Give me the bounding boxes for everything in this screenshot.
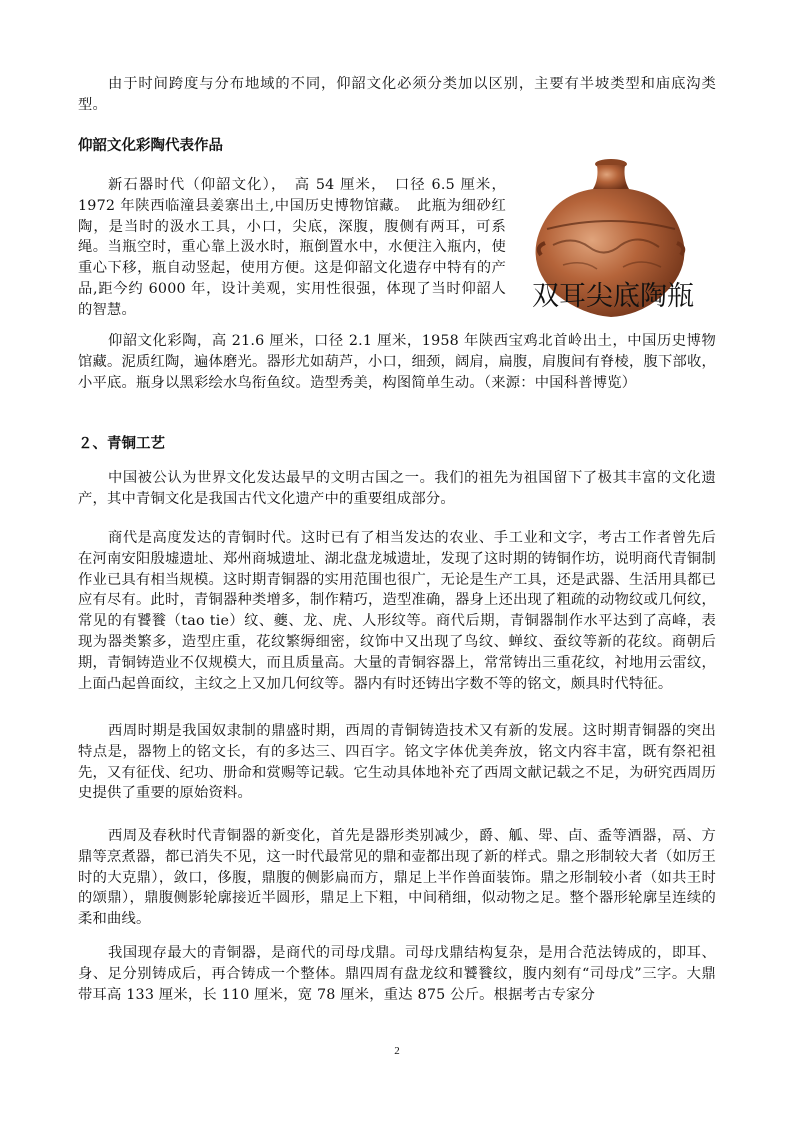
western-zhou-paragraph: 西周时期是我国奴隶制的鼎盛时期，西周的青铜铸造技术又有新的发展。这时期青铜器的突出特点是，器物上的铭文长，有的多达三、四百字。铭文字体优美奔放，铭文内容丰富，既有祭祀祖先，又有征伐、纪功、册命和赏赐等记载。它生动具体地补充了西周文献记载之不足，为研究西周历史提供了重要的原始资料。 xyxy=(78,723,716,802)
page-number: 2 xyxy=(394,1045,400,1057)
vase-description-paragraph: 新石器时代（仰韶文化）， 高 54 厘米， 口径 6.5 厘米，1972 年陕西临潼县姜寨出土,中国历史博物馆藏。 此瓶为细砂红陶，是当时的汲水工具，小口，尖底，深腹，腹侧有两耳，可系绳。当瓶空时，重心靠上汲水时，瓶倒置水中，水便注入瓶内，使重心下移，瓶自动竖起，使用方便。这是仰韶文化遗存中特有的产品,距今约 6000 年，设计美观，实用性很强，体现了当时仰韶人的智慧。 xyxy=(78,177,506,318)
spring-autumn-paragraph: 西周及春秋时代青铜器的新变化，首先是器形类别减少，爵、觚、斝、卣、盉等酒器，鬲、方鼎等烹煮器，都已消失不见，这一时代最常见的鼎和壶都出现了新的样式。鼎之形制较大者（如厉王时的大克鼎），敛口，侈腹，鼎腹的侧影扁而方，鼎足上半作兽面装饰。鼎之形制较小者（如共王时的颂鼎），鼎腹侧影轮廓接近半圆形，鼎足上下粗，中间稍细，似动物之足。整个器形轮廓呈连续的柔和曲线。 xyxy=(78,828,716,928)
painted-pottery-paragraph: 仰韶文化彩陶，高 21.6 厘米，口径 2.1 厘米，1958 年陕西宝鸡北首岭出土，中国历史博物馆藏。泥质红陶，遍体磨光。器形尤如葫芦，小口，细颈，阔肩，扁腹，肩腹间有脊棱，腹下部收，小平底。瓶身以黑彩绘水鸟衔鱼纹。造型秀美，构图简单生动。（来源：中国科普博览） xyxy=(78,333,716,391)
intro-paragraph: 由于时间跨度与分布地域的不同，仰韶文化必须分类加以区别，主要有半坡类型和庙底沟类型。 xyxy=(78,76,716,113)
section-heading-bronze: ２、青铜工艺 xyxy=(78,436,165,452)
simuwu-ding-paragraph: 我国现存最大的青铜器，是商代的司母戊鼎。司母戊鼎结构复杂，是用合范法铸成的，即耳、身、足分别铸成后，再合铸成一个整体。鼎四周有盘龙纹和饕餮纹，腹内刻有“司母戊”三字。大鼎带耳高 133 厘米，长 110 厘米，宽 78 厘米，重达 875 公斤。根据考古专家分 xyxy=(78,945,716,1003)
pointed-bottom-amphora-image xyxy=(513,155,713,340)
vase-caption: 双耳尖底陶瓶 xyxy=(532,281,694,312)
section-heading-painted-pottery: 仰韶文化彩陶代表作品 xyxy=(78,138,223,154)
shang-bronze-paragraph: 商代是高度发达的青铜时代。这时已有了相当发达的农业、手工业和文字，考古工作者曾先后在河南安阳殷墟遗址、郑州商城遗址、湖北盘龙城遗址，发现了这时期的铸铜作坊，说明商代青铜制作业已具有相当规模。这时期青铜器的实用范围也很广，无论是生产工具，还是武器、生活用具都已应有尽有。此时，青铜器种类增多，制作精巧，造型准确，器身上还出现了粗疏的动物纹或几何纹，常见的有饕餮（tao tie）纹、夔、龙、虎、人形纹等。商代后期，青铜器制作水平达到了高峰，表现为器类繁多，造型庄重，花纹繁缛细密，纹饰中又出现了鸟纹、蝉纹、蚕纹等新的花纹。商朝后期，青铜铸造业不仅规模大，而且质量高。大量的青铜容器上，常常铸出三重花纹，衬地用云雷纹，上面凸起兽面纹，主纹之上又加几何纹等。器内有时还铸出字数不等的铭文，颇具时代特征。 xyxy=(78,530,716,692)
bronze-intro-paragraph: 中国被公认为世界文化发达最早的文明古国之一。我们的祖先为祖国留下了极其丰富的文化遗产，其中青铜文化是我国古代文化遗产中的重要组成部分。 xyxy=(78,470,716,507)
vase-figure xyxy=(513,155,713,340)
